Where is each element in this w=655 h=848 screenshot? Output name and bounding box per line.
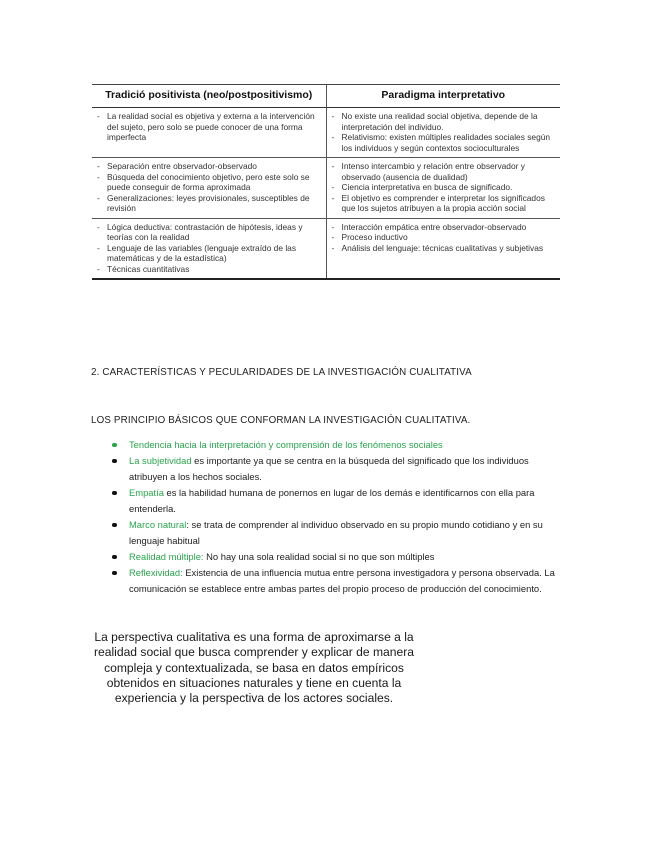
header-interpretive: Paradigma interpretativo xyxy=(326,85,560,108)
principle-text: : se trata de comprender al individuo observado en su propio mundo cotidiano y en su lenguaje habitual xyxy=(129,519,543,546)
principle-text: No hay una sola realidad social si no que son múltiples xyxy=(203,551,435,562)
list-item: - Ciencia interpretativa en busca de significado. xyxy=(331,182,557,193)
list-item: - No existe una realidad social objetiva, depende de la interpretación del individuo. xyxy=(331,111,557,132)
list-item: - Análisis del lenguaje: técnicas cualitativas y subjetivas xyxy=(331,243,557,254)
list-item: - Relativismo: existen múltiples realidades sociales según los individuos y según contextos socioculturales xyxy=(331,132,557,153)
list-item: - Proceso inductivo xyxy=(331,232,557,243)
list-item: - Separación entre observador-observado xyxy=(96,161,322,172)
principles-heading: LOS PRINCIPIO BÁSICOS QUE CONFORMAN LA INVESTIGACIÓN CUALITATIVA. xyxy=(91,415,471,426)
principle-text: Existencia de una influencia mutua entre persona investigadora y persona observada. La comunicación se establece entre ambas partes del propio proceso de producción del conocimiento. xyxy=(129,567,555,594)
list-item: - Generalizaciones: leyes provisionales, susceptibles de revisión xyxy=(96,193,322,214)
positivist-cell xyxy=(92,218,326,279)
list-item: - Técnicas cuantitativas xyxy=(96,264,322,275)
principle-item xyxy=(110,437,555,453)
list-item: - Intenso intercambio y relación entre observador y observado (ausencia de dualidad) xyxy=(331,161,557,182)
positivist-cell xyxy=(92,158,326,219)
principle-term: Empatía xyxy=(129,487,164,498)
table-row xyxy=(92,108,560,158)
qualitative-perspective-quote: La perspectiva cualitativa es una forma de aproximarse a la realidad social que busca comprender y explicar de manera compleja y contextualizada, se basa en datos empíricos obtenidos en situaciones naturales y tiene en cuenta la experiencia y la perspectiva de los actores sociales. xyxy=(94,630,414,706)
principle-term: La subjetividad xyxy=(129,455,192,466)
section-heading: 2. CARACTERÍSTICAS Y PECULARIDADES DE LA INVESTIGACIÓN CUALITATIVA xyxy=(91,367,472,378)
principle-item xyxy=(110,565,555,597)
principle-term: Realidad múltiple: xyxy=(129,551,204,562)
interpretive-cell xyxy=(326,108,560,158)
list-item: - El objetivo es comprender e interpretar los significados que los sujetos atribuyen a la propia acción social xyxy=(331,193,557,214)
principle-item xyxy=(110,453,555,485)
principle-item xyxy=(110,549,555,565)
principle-term: Reflexividad: xyxy=(129,567,183,578)
principles-list xyxy=(110,437,555,597)
paradigm-comparison-table xyxy=(92,85,560,280)
principle-term: Tendencia hacia la interpretación y comprensión de los fenómenos sociales xyxy=(129,439,443,450)
principle-item xyxy=(110,485,555,517)
header-positivist: Tradició positivista (neo/postpositivismo) xyxy=(92,85,326,108)
list-item: - La realidad social es objetiva y externa a la intervención del sujeto, pero solo se puede conocer de una forma imperfecta xyxy=(96,111,322,143)
positivist-cell xyxy=(92,108,326,158)
table-row xyxy=(92,218,560,279)
principle-term: Marco natural xyxy=(129,519,187,530)
list-item: - Lógica deductiva: contrastación de hipótesis, ideas y teorías con la realidad xyxy=(96,222,322,243)
interpretive-cell xyxy=(326,218,560,279)
list-item: - Interacción empática entre observador-observado xyxy=(331,222,557,233)
list-item: - Lenguaje de las variables (lenguaje extraído de las matemáticas y de la estadística) xyxy=(96,243,322,264)
list-item: - Búsqueda del conocimiento objetivo, pero este solo se puede conseguir de forma aproximada xyxy=(96,172,322,193)
principle-text: es importante ya que se centra en la búsqueda del significado que los individuos atribuyen a los hechos sociales. xyxy=(129,455,529,482)
table-header-row xyxy=(92,85,560,108)
principle-item xyxy=(110,517,555,549)
interpretive-cell xyxy=(326,158,560,219)
principle-text: es la habilidad humana de ponernos en lugar de los demás e identificarnos con ella para entenderla. xyxy=(129,487,535,514)
table-row xyxy=(92,158,560,219)
